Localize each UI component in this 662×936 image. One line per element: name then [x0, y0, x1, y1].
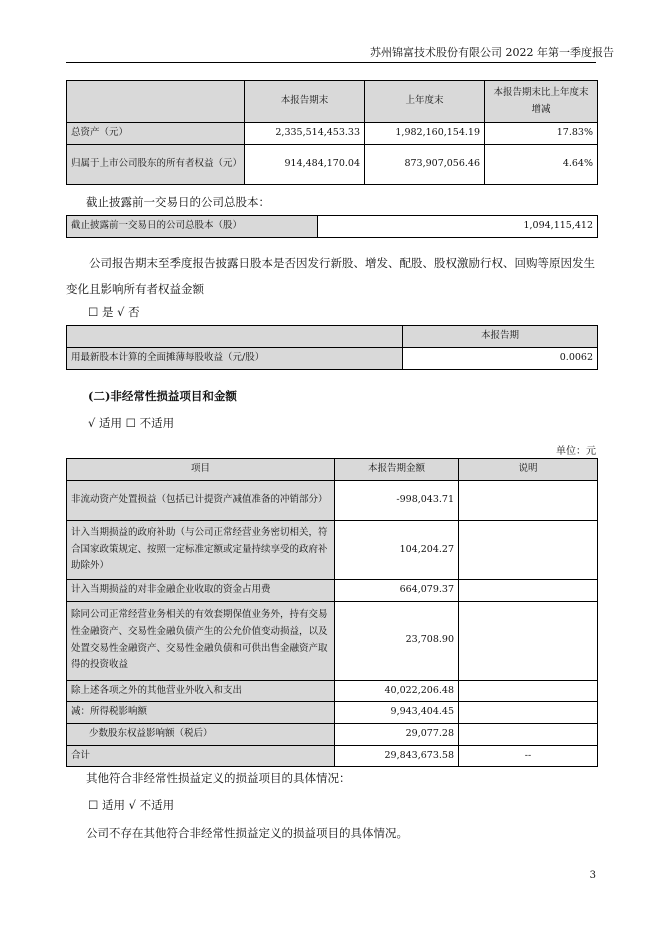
table1-cell: 4.64%: [485, 144, 598, 184]
table3-row-amount: 9,943,404.45: [335, 702, 459, 724]
table3-header-note: 说明: [459, 459, 598, 481]
yes-no-choice: ☐ 是 √ 否: [88, 305, 140, 319]
nonrecurring-table: [66, 458, 598, 767]
table1-cell: 2,335,514,453.33: [245, 123, 365, 145]
table3-row-label: 除上述各项之外的其他营业外收入和支出: [67, 680, 335, 702]
table1-header-current: 本报告期末: [245, 81, 365, 123]
eps-table: [66, 325, 598, 370]
share-capital-table: [66, 215, 598, 238]
eps-header-blank: [67, 326, 403, 348]
applicable-choice-2: ☐ 适用 √ 不适用: [88, 798, 175, 812]
eps-header: 本报告期: [403, 326, 598, 348]
table3-total-label: 合计: [67, 745, 335, 767]
applicable-choice: √ 适用 ☐ 不适用: [88, 416, 175, 430]
table3-row-label: 除同公司正常经营业务相关的有效套期保值业务外，持有交易性金融资产、交易性金融负债产生的公允价值变动损益，以及处置交易性金融资产、交易性金融负债和可供出售金融资产取得的投资收益: [67, 601, 335, 680]
table3-total-note: --: [459, 745, 598, 767]
table3-row-note: [459, 601, 598, 680]
share-capital-value: 1,094,115,412: [318, 216, 598, 238]
balance-table: [66, 80, 598, 185]
table3-row-note: [459, 702, 598, 724]
table3-row-label: 计入当期损益的政府补助（与公司正常经营业务密切相关，符合国家政策规定、按照一定标准定额或定量持续享受的政府补助除外）: [67, 521, 335, 580]
table3-row-label: 少数股东权益影响额（税后）: [67, 723, 335, 745]
table3-row-label: 减：所得税影响额: [67, 702, 335, 724]
unit-label: 单位：元: [556, 446, 596, 457]
eps-row-value: 0.0062: [403, 348, 598, 370]
table3-row-amount: 40,022,206.48: [335, 680, 459, 702]
table1-header-prior: 上年度末: [365, 81, 485, 123]
table3-row-note: [459, 481, 598, 521]
page-header: 苏州锦富技术股份有限公司 2022 年第一季度报告: [370, 46, 614, 59]
table1-cell: 总资产（元）: [67, 123, 245, 145]
table3-row-label: 计入当期损益的对非金融企业收取的资金占用费: [67, 580, 335, 602]
table1-cell: 873,907,056.46: [365, 144, 485, 184]
table3-row-note: [459, 723, 598, 745]
table1-cell: 914,484,170.04: [245, 144, 365, 184]
table3-row-note: [459, 521, 598, 580]
section-title: (二)非经常性损益项目和金额: [88, 389, 237, 403]
table3-row-amount: 23,708.90: [335, 601, 459, 680]
table3-header-item: 项目: [67, 459, 335, 481]
table1-cell: 归属于上市公司股东的所有者权益（元）: [67, 144, 245, 184]
table1-header-blank: [67, 81, 245, 123]
other-items-note: 其他符合非经常性损益定义的损益项目的具体情况：: [86, 771, 351, 785]
table3-total-amount: 29,843,673.58: [335, 745, 459, 767]
table3-row-amount: 664,079.37: [335, 580, 459, 602]
table3-row-label: 非流动资产处置损益（包括已计提资产减值准备的冲销部分）: [67, 481, 335, 521]
table1-cell: 17.83%: [485, 123, 598, 145]
share-capital-label: 截止披露前一交易日的公司总股本（股）: [67, 216, 318, 238]
table3-row-note: [459, 580, 598, 602]
page-number: 3: [589, 870, 596, 881]
table3-row-amount: 104,204.27: [335, 521, 459, 580]
table3-header-amount: 本报告期金额: [335, 459, 459, 481]
table3-row-amount: 29,077.28: [335, 723, 459, 745]
no-other-items-statement: 公司不存在其他符合非经常性损益定义的损益项目的具体情况。: [86, 826, 408, 840]
share-capital-intro: 截止披露前一交易日的公司总股本：: [86, 195, 270, 209]
header-rule: [66, 62, 596, 63]
share-change-note: 公司报告期末至季度报告披露日股本是否因发行新股、增发、配股、股权激励行权、回购等原因发生变化且影响所有者权益金额: [66, 256, 595, 296]
table3-row-amount: -998,043.71: [335, 481, 459, 521]
eps-row-label: 用最新股本计算的全面摊薄每股收益（元/股）: [67, 348, 403, 370]
table1-header-change: 本报告期末比上年度末增减: [485, 81, 598, 123]
table1-cell: 1,982,160,154.19: [365, 123, 485, 145]
table3-row-note: [459, 680, 598, 702]
